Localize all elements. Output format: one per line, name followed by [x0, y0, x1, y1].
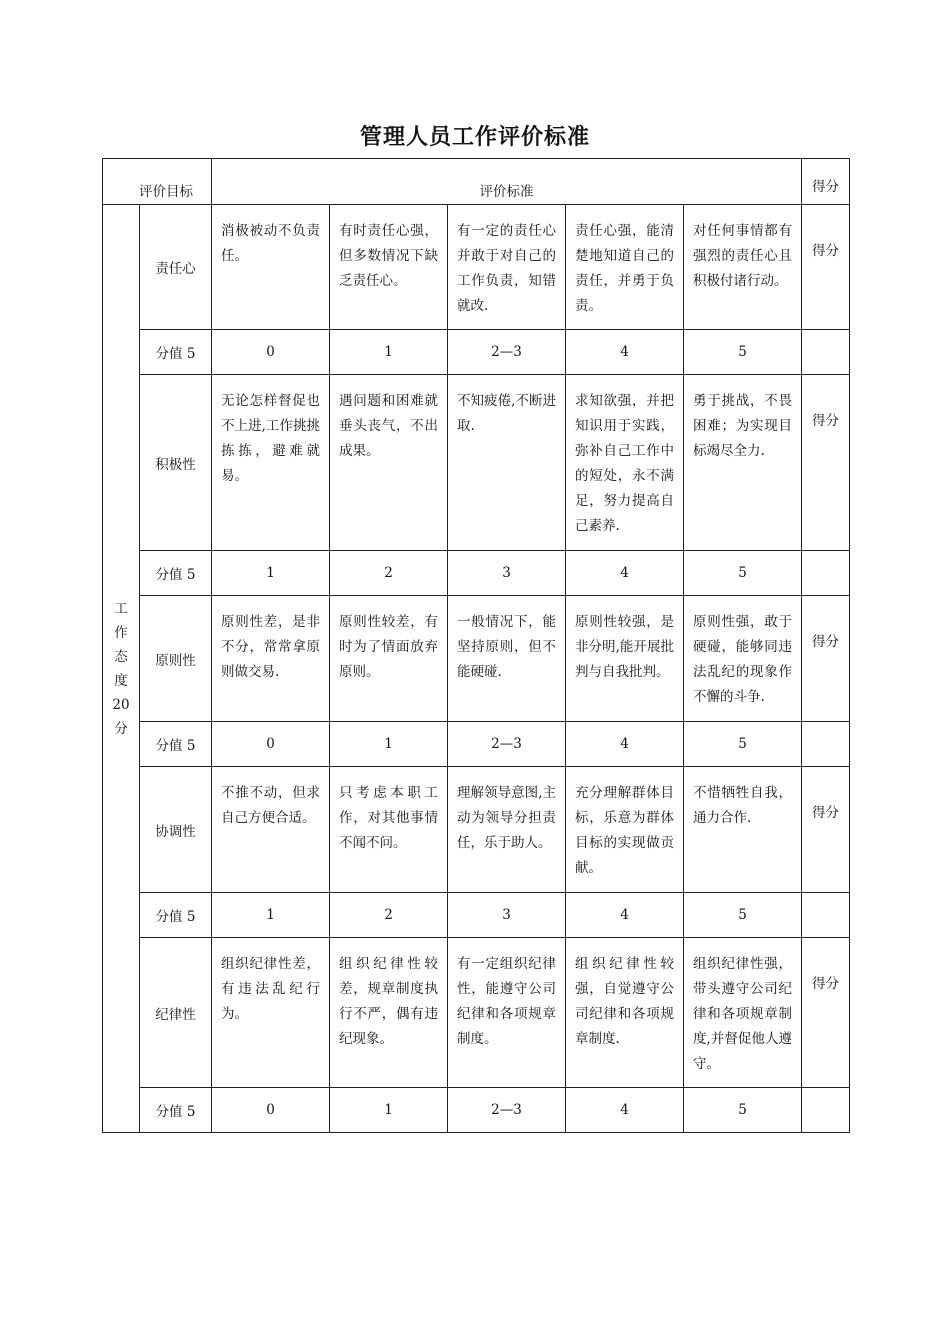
criterion-description: 组织纪律性较强，自觉遵守公司纪律和各项规章制度.	[566, 938, 684, 1088]
points-row	[103, 722, 850, 767]
points-label: 分值 5	[140, 551, 212, 596]
evaluation-table	[102, 158, 850, 1133]
points-value: 0	[212, 330, 330, 375]
points-value: 2—3	[448, 330, 566, 375]
criterion-description: 原则性较强，是非分明,能开展批判与自我批判。	[566, 596, 684, 722]
points-value: 1	[330, 330, 448, 375]
score-cell: 得分	[802, 596, 850, 722]
criterion-name: 纪律性	[140, 938, 212, 1088]
section-label-char: 分	[114, 720, 128, 737]
criterion-description: 理解领导意图,主动为领导分担责任，乐于助人。	[448, 767, 566, 893]
points-score-empty	[802, 893, 850, 938]
section-label-char: 工	[114, 600, 128, 617]
criterion-description: 无论怎样督促也不上进,工作挑挑拣拣，避难就易。	[212, 375, 330, 551]
criterion-row	[103, 205, 850, 330]
criterion-description: 有一定组织纪律性，能遵守公司纪律和各项规章制度。	[448, 938, 566, 1088]
points-value: 5	[684, 1088, 802, 1133]
criterion-description: 对任何事情都有强烈的责任心且积极付诸行动。	[684, 205, 802, 330]
points-label: 分值 5	[140, 330, 212, 375]
points-row	[103, 330, 850, 375]
points-value: 1	[330, 722, 448, 767]
points-label: 分值 5	[140, 722, 212, 767]
header-score: 得分	[802, 159, 850, 205]
points-value: 4	[566, 330, 684, 375]
criterion-name: 协调性	[140, 767, 212, 893]
points-value: 2	[330, 551, 448, 596]
section-label-char: 态	[114, 648, 128, 665]
points-label: 分值 5	[140, 893, 212, 938]
points-value: 0	[212, 722, 330, 767]
criterion-description: 有时责任心强，但多数情况下缺乏责任心。	[330, 205, 448, 330]
criterion-description: 只考虑本职工作，对其他事情不闻不问。	[330, 767, 448, 893]
criterion-description: 原则性较差，有时为了情面放弃原则。	[330, 596, 448, 722]
criterion-description: 勇于挑战，不畏困难；为实现目标竭尽全力.	[684, 375, 802, 551]
score-cell: 得分	[802, 375, 850, 551]
points-value: 1	[212, 551, 330, 596]
points-value: 4	[566, 1088, 684, 1133]
criterion-description: 有一定的责任心并敢于对自己的工作负责，知错就改.	[448, 205, 566, 330]
criterion-description: 一般情况下，能坚持原则，但不能硬碰.	[448, 596, 566, 722]
criterion-description: 组织纪律性强，带头遵守公司纪律和各项规章制度,并督促他人遵守。	[684, 938, 802, 1088]
criterion-row	[103, 375, 850, 551]
points-value: 1	[330, 1088, 448, 1133]
criterion-description: 不推不动，但求自己方便合适。	[212, 767, 330, 893]
points-value: 3	[448, 893, 566, 938]
points-label: 分值 5	[140, 1088, 212, 1133]
score-cell: 得分	[802, 205, 850, 330]
points-row	[103, 893, 850, 938]
points-value: 5	[684, 551, 802, 596]
criterion-name: 原则性	[140, 596, 212, 722]
section-label-char: 作	[114, 624, 128, 641]
criterion-description: 组织纪律性差，有违法乱纪行为。	[212, 938, 330, 1088]
criterion-name: 责任心	[140, 205, 212, 330]
header-standard: 评价标准	[212, 159, 802, 205]
criterion-description: 遇问题和困难就垂头丧气，不出成果。	[330, 375, 448, 551]
points-value: 3	[448, 551, 566, 596]
points-row	[103, 551, 850, 596]
criterion-row	[103, 938, 850, 1088]
points-value: 2	[330, 893, 448, 938]
points-score-empty	[802, 551, 850, 596]
points-value: 2—3	[448, 1088, 566, 1133]
criterion-description: 责任心强，能清楚地知道自己的责任，并勇于负责。	[566, 205, 684, 330]
points-row	[103, 1088, 850, 1133]
points-value: 1	[212, 893, 330, 938]
criterion-description: 原则性强，敢于硬碰，能够同违法乱纪的现象作不懈的斗争.	[684, 596, 802, 722]
criterion-row	[103, 596, 850, 722]
points-score-empty	[802, 330, 850, 375]
criterion-description: 组织纪律性较差，规章制度执行不严，偶有违纪现象。	[330, 938, 448, 1088]
points-value: 5	[684, 893, 802, 938]
criterion-description: 不惜牺牲自我，通力合作.	[684, 767, 802, 893]
points-value: 2—3	[448, 722, 566, 767]
section-label	[103, 205, 140, 1133]
criterion-description: 不知疲倦,不断进取.	[448, 375, 566, 551]
header-row	[103, 159, 850, 205]
score-cell: 得分	[802, 767, 850, 893]
section-label-char: 20	[112, 696, 130, 713]
section-label-char: 度	[114, 672, 128, 689]
criterion-name: 积极性	[140, 375, 212, 551]
criterion-description: 充分理解群体目标，乐意为群体目标的实现做贡献。	[566, 767, 684, 893]
page-title: 管理人员工作评价标准	[359, 125, 590, 150]
score-cell: 得分	[802, 938, 850, 1088]
header-target: 评价目标	[103, 159, 212, 205]
points-score-empty	[802, 722, 850, 767]
points-value: 5	[684, 722, 802, 767]
points-value: 5	[684, 330, 802, 375]
criterion-row	[103, 767, 850, 893]
points-value: 0	[212, 1088, 330, 1133]
points-value: 4	[566, 722, 684, 767]
points-value: 4	[566, 893, 684, 938]
points-score-empty	[802, 1088, 850, 1133]
criterion-description: 消极被动不负责任。	[212, 205, 330, 330]
criterion-description: 原则性差，是非不分，常常拿原则做交易.	[212, 596, 330, 722]
points-value: 4	[566, 551, 684, 596]
criterion-description: 求知欲强，并把知识用于实践，弥补自己工作中的短处，永不满足，努力提高自己素养.	[566, 375, 684, 551]
